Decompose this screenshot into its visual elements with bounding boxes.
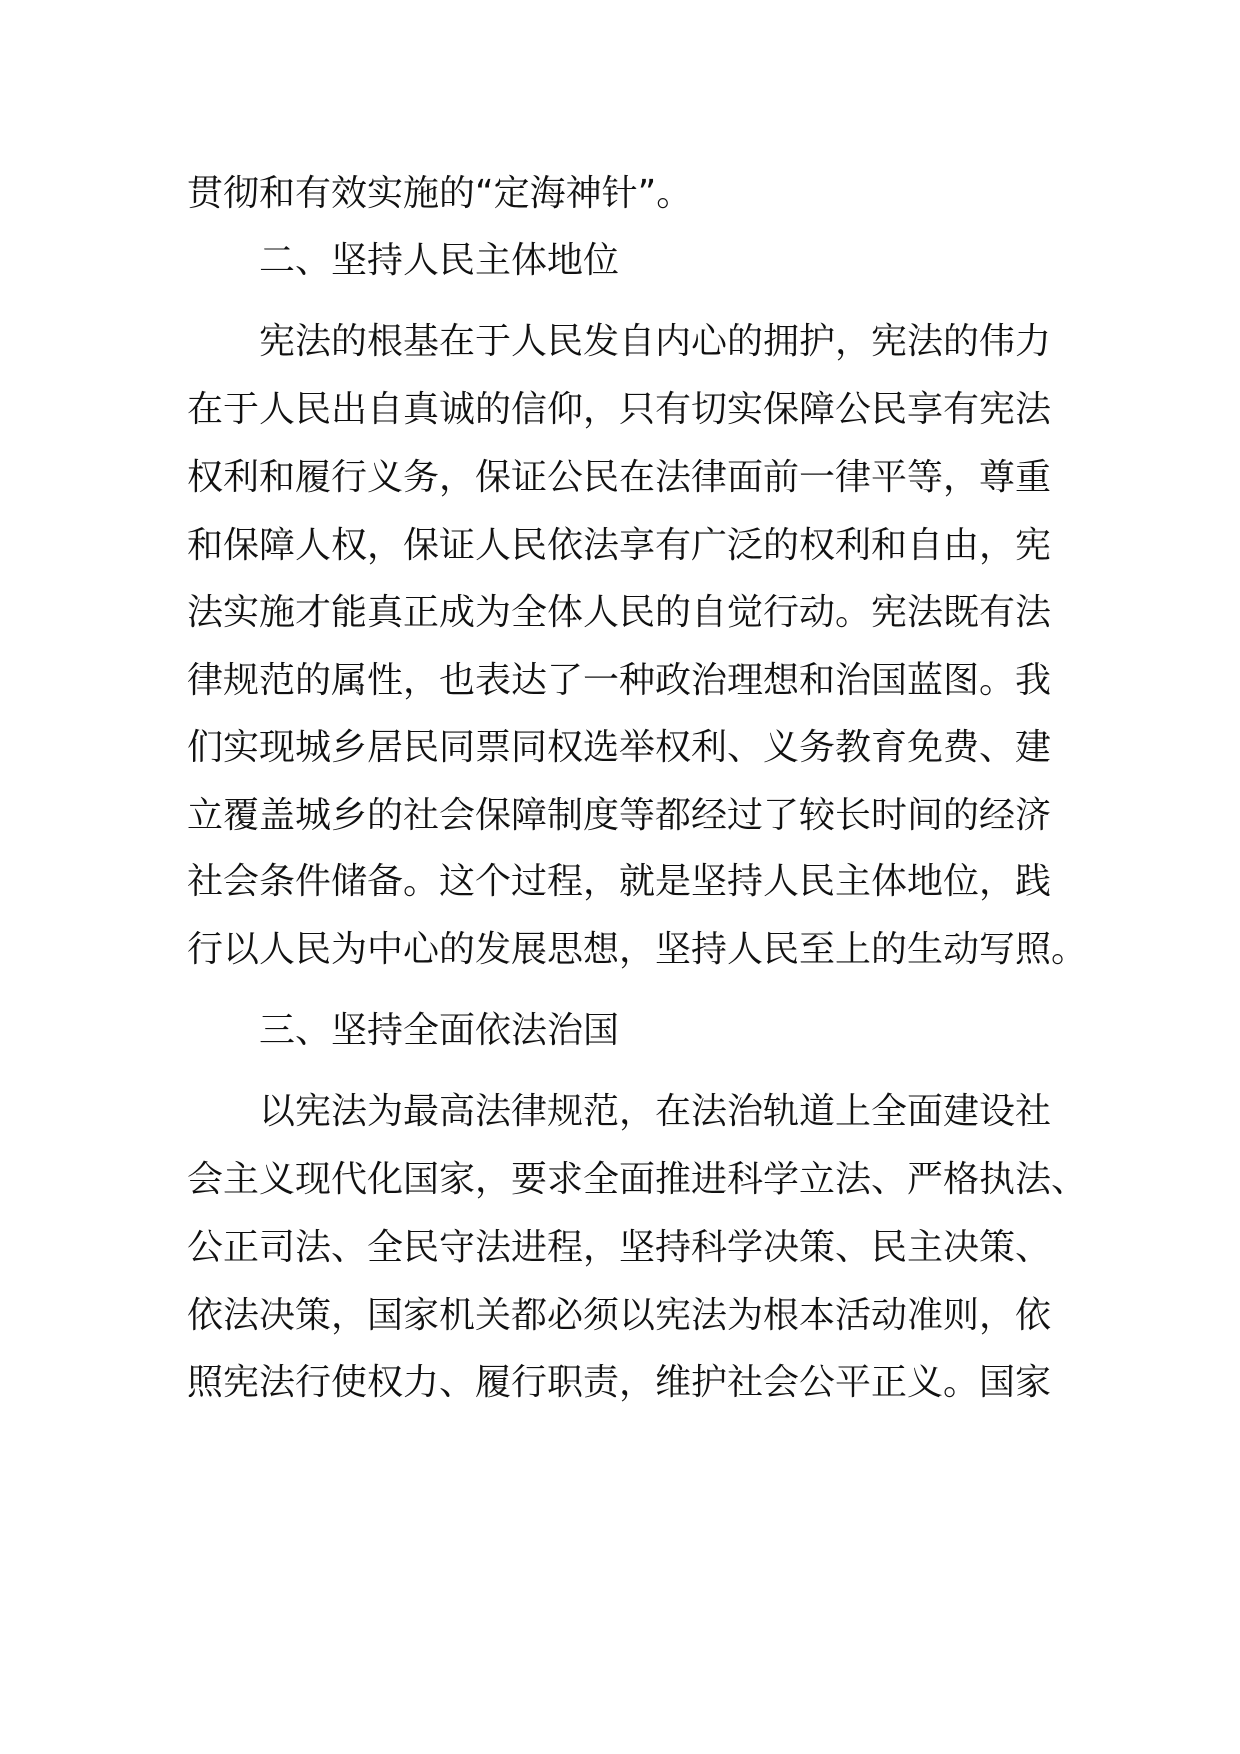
text-line: 立覆盖城乡的社会保障制度等都经过了较长时间的经济: [187, 795, 1052, 836]
text-line: 贯彻和有效实施的“定海神针”。: [187, 173, 693, 214]
section-heading: 三、坚持全面依法治国: [259, 1010, 620, 1051]
text-line: 公正司法、全民守法进程，坚持科学决策、民主决策、: [187, 1227, 1052, 1268]
text-line: 在于人民出自真诚的信仰，只有切实保障公民享有宪法: [187, 389, 1052, 430]
section-heading: 二、坚持人民主体地位: [259, 240, 620, 281]
text-line: 依法决策，国家机关都必须以宪法为根本活动准则，依: [187, 1295, 1052, 1336]
text-line: 法实施才能真正成为全体人民的自觉行动。宪法既有法: [187, 592, 1052, 633]
text-line: 社会条件储备。这个过程，就是坚持人民主体地位，践: [187, 861, 1052, 902]
text-line: 会主义现代化国家，要求全面推进科学立法、严格执法、: [187, 1159, 1088, 1200]
text-line: 宪法的根基在于人民发自内心的拥护，宪法的伟力: [259, 321, 1052, 362]
text-line: 权利和履行义务，保证公民在法律面前一律平等，尊重: [187, 457, 1052, 498]
text-line: 律规范的属性，也表达了一种政治理想和治国蓝图。我: [187, 660, 1052, 701]
text-line: 们实现城乡居民同票同权选举权利、义务教育免费、建: [187, 727, 1052, 768]
text-line: 和保障人权，保证人民依法享有广泛的权利和自由，宪: [187, 525, 1052, 566]
text-line: 照宪法行使权力、履行职责，维护社会公平正义。国家: [187, 1362, 1052, 1403]
text-line: 以宪法为最高法律规范，在法治轨道上全面建设社: [259, 1091, 1052, 1132]
text-line: 行以人民为中心的发展思想，坚持人民至上的生动写照。: [187, 929, 1088, 970]
